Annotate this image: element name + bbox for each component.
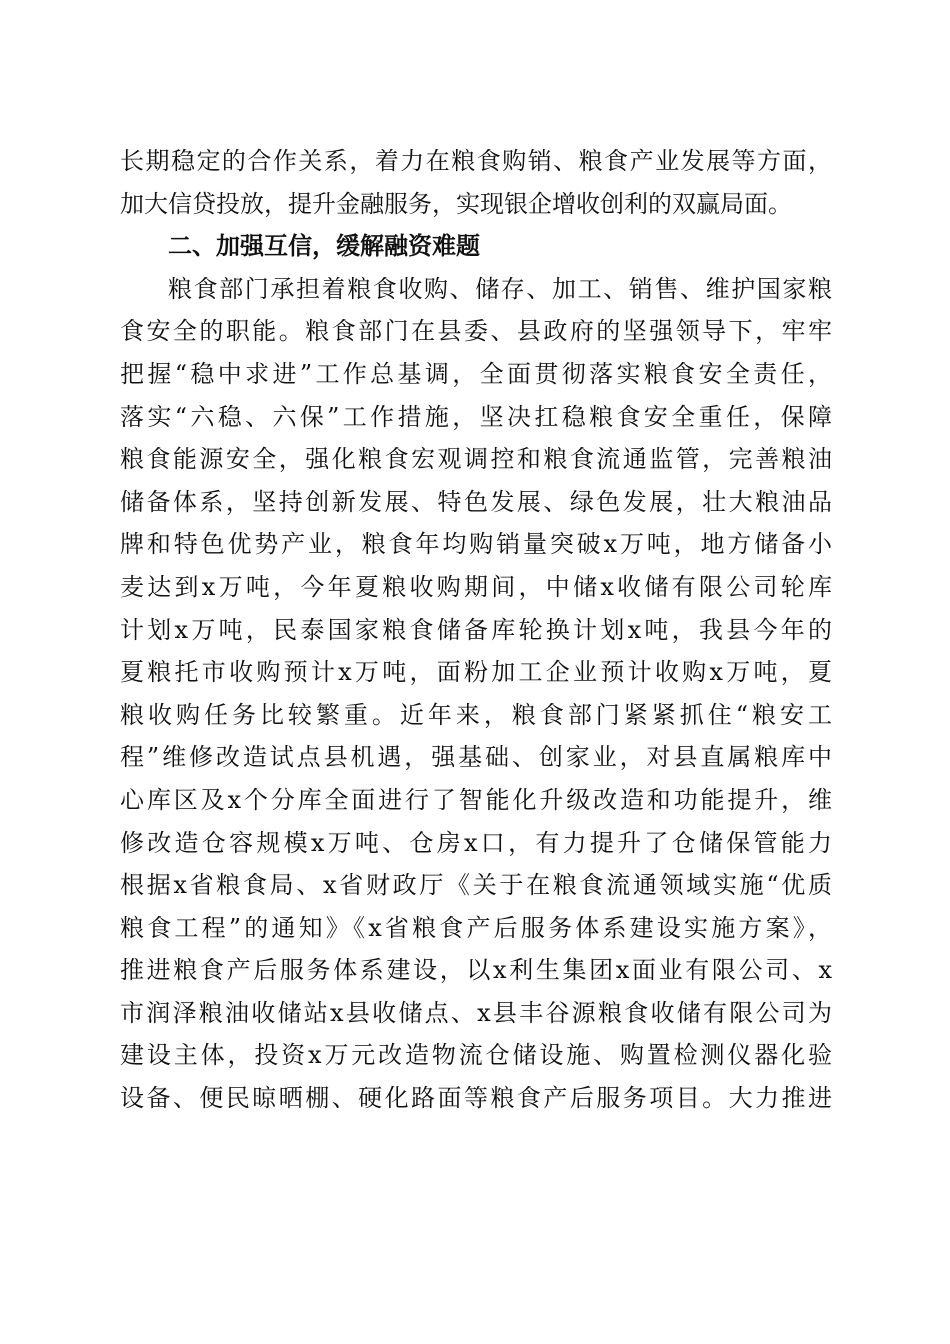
- paragraph-line: 市润泽粮油收储站x县收储点、x县丰谷源粮食收储有限公司为: [120, 998, 832, 1027]
- paragraph-line: 程”维修改造试点县机遇，强基础、创家业，对县直属粮库中: [120, 743, 832, 772]
- paragraph-line: 储备体系，坚持创新发展、特色发展、绿色发展，壮大粮油品: [120, 487, 832, 516]
- paragraph-line: 麦达到x万吨，今年夏粮收购期间，中储x收储有限公司轮库: [120, 572, 832, 601]
- paragraph-line: 根据x省粮食局、x省财政厅《关于在粮食流通领域实施“优质: [120, 871, 832, 900]
- paragraph-line: 修改造仓容规模x万吨、仓房x口，有力提升了仓储保管能力: [120, 828, 832, 857]
- paragraph-line: 粮食部门承担着粮食收购、储存、加工、销售、维护国家粮: [168, 274, 832, 303]
- paragraph-line: 粮食工程”的通知》《x省粮食产后服务体系建设实施方案》，: [120, 913, 832, 942]
- body-text: [120, 140, 832, 1120]
- paragraph-line: 心库区及x个分库全面进行了智能化升级改造和功能提升，维: [120, 785, 832, 814]
- paragraph-line: 食安全的职能。粮食部门在县委、县政府的坚强领导下，牢牢: [120, 317, 832, 346]
- paragraph-line: 加大信贷投放，提升金融服务，实现银企增收创利的双赢局面。: [120, 189, 792, 218]
- section-heading: 二、加强互信，缓解融资难题: [168, 232, 480, 261]
- paragraph-line: 推进粮食产后服务体系建设，以x利生集团x面业有限公司、x: [120, 956, 832, 985]
- paragraph-line: 粮收购任务比较繁重。近年来，粮食部门紧紧抓住“粮安工: [120, 700, 832, 729]
- paragraph-line: 长期稳定的合作关系，着力在粮食购销、粮食产业发展等方面，: [120, 147, 832, 175]
- paragraph-line: 计划x万吨，民泰国家粮食储备库轮换计划x吨，我县今年的: [120, 615, 832, 644]
- paragraph-line: 夏粮托市收购预计x万吨，面粉加工企业预计收购x万吨，夏: [120, 658, 832, 687]
- paragraph-line: 粮食能源安全，强化粮食宏观调控和粮食流通监管，完善粮油: [120, 445, 832, 474]
- paragraph-line: 建设主体，投资x万元改造物流仓储设施、购置检测仪器化验: [120, 1041, 832, 1070]
- paragraph-line: 落实“六稳、六保”工作措施，坚决扛稳粮食安全重任，保障: [120, 402, 832, 431]
- paragraph-line: 牌和特色优势产业，粮食年均购销量突破x万吨，地方储备小: [120, 530, 832, 559]
- paragraph-line: 把握“稳中求进”工作总基调，全面贯彻落实粮食安全责任，: [120, 359, 832, 388]
- paragraph-line: 设备、便民晾晒棚、硬化路面等粮食产后服务项目。大力推进: [120, 1084, 832, 1113]
